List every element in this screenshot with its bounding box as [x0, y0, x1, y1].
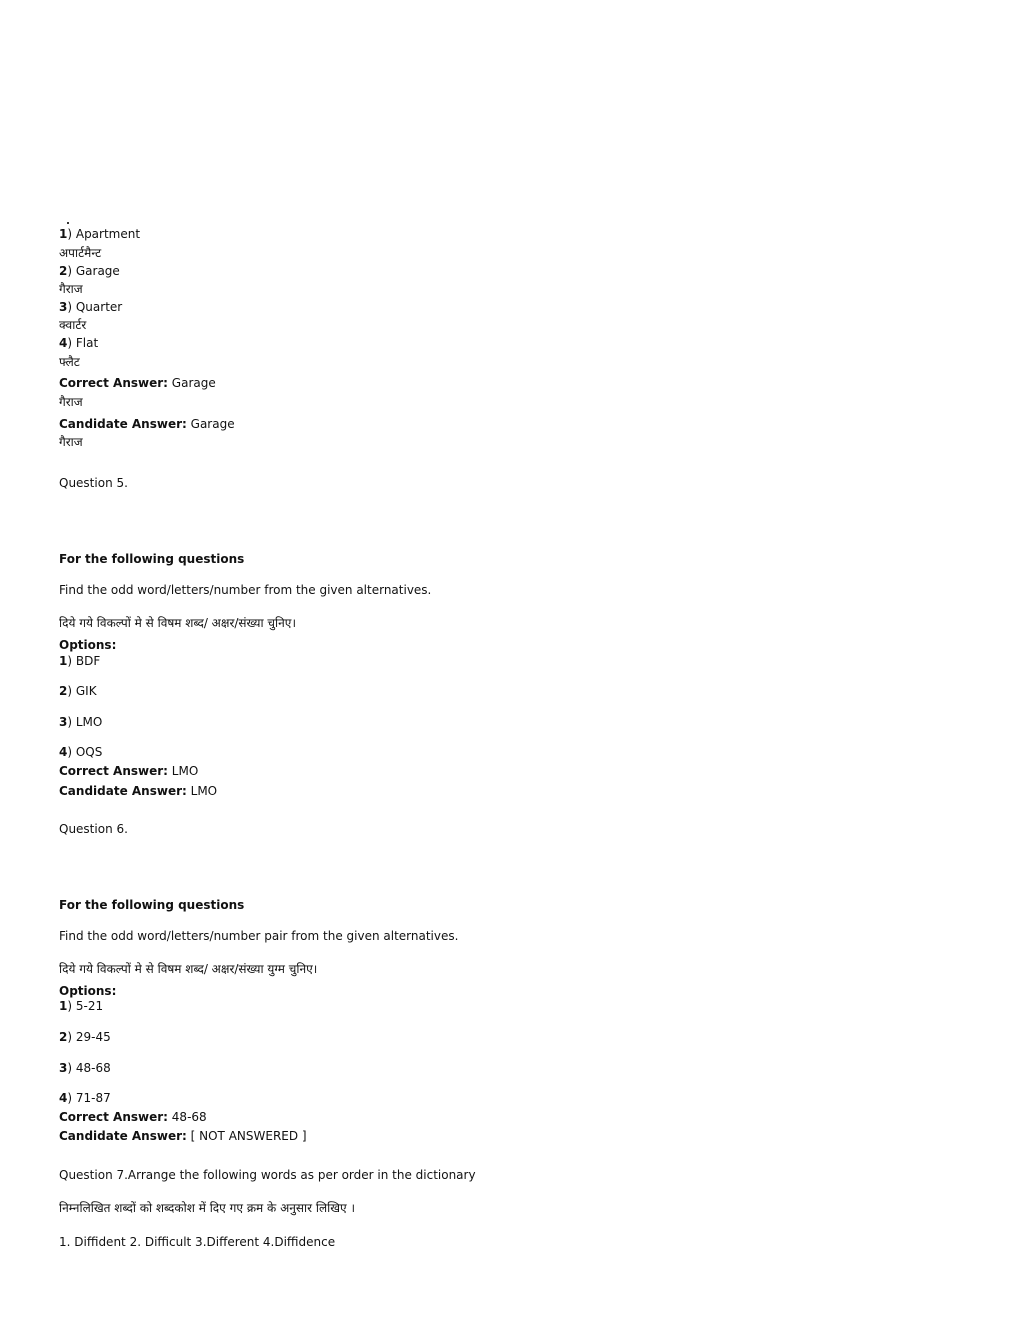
q7-title: Question 7.Arrange the following words as per order in the dictionary: [59, 1168, 476, 1182]
q4-option-1-hindi: अपार्टमैन्ट: [59, 246, 102, 260]
q4-candidate-answer: Candidate Answer: Garage: [59, 417, 235, 431]
q4-option-2-hindi: गैराज: [59, 282, 83, 296]
q7-instruction-hindi: निम्नलिखित शब्दों को शब्दकोश में दिए गए क्रम के अनुसार लिखिए ।: [59, 1201, 356, 1215]
q6-heading: For the following questions: [59, 898, 245, 912]
q5-option-2: 2) GIK: [59, 684, 97, 698]
q5-option-1: 1) BDF: [59, 654, 101, 668]
q6-options-label: Options:: [59, 984, 117, 998]
q5-heading: For the following questions: [59, 552, 245, 566]
q6-instruction: Find the odd word/letters/number pair from the given alternatives.: [59, 929, 459, 943]
q4-option-3: 3) Quarter: [59, 300, 123, 314]
q5-option-3: 3) LMO: [59, 715, 103, 729]
q6-option-4: 4) 71-87: [59, 1091, 111, 1105]
q4-option-4-hindi: फ्लैट: [59, 355, 80, 369]
q6-correct-answer: Correct Answer: 48-68: [59, 1110, 207, 1124]
q5-instruction-hindi: दिये गये विकल्पों मे से विषम शब्द/ अक्षर/संख्या चुनिए।: [59, 616, 296, 630]
q6-option-1: 1) 5-21: [59, 999, 104, 1013]
stray-mark: [67, 222, 69, 224]
q4-option-3-hindi: क्वार्टर: [59, 318, 87, 332]
q5-option-4: 4) OQS: [59, 745, 103, 759]
q5-instruction: Find the odd word/letters/number from the given alternatives.: [59, 583, 432, 597]
q6-option-3: 3) 48-68: [59, 1061, 111, 1075]
q7-words: 1. Diffident 2. Difficult 3.Different 4.Diffidence: [59, 1235, 336, 1249]
q6-title: Question 6.: [59, 822, 128, 836]
q4-correct-answer-hindi: गैराज: [59, 395, 83, 409]
q6-instruction-hindi: दिये गये विकल्पों मे से विषम शब्द/ अक्षर/संख्या युग्म चुनिए।: [59, 962, 318, 976]
q4-correct-answer: Correct Answer: Garage: [59, 376, 216, 390]
q4-option-4: 4) Flat: [59, 336, 99, 350]
q5-title: Question 5.: [59, 476, 128, 490]
q4-candidate-answer-hindi: गैराज: [59, 435, 83, 449]
q4-option-2: 2) Garage: [59, 264, 120, 278]
q5-options-label: Options:: [59, 638, 117, 652]
q6-option-2: 2) 29-45: [59, 1030, 111, 1044]
q4-option-1: 1) Apartment: [59, 227, 141, 241]
q5-candidate-answer: Candidate Answer: LMO: [59, 784, 218, 798]
q6-candidate-answer: Candidate Answer: [ NOT ANSWERED ]: [59, 1129, 307, 1143]
q5-correct-answer: Correct Answer: LMO: [59, 764, 199, 778]
